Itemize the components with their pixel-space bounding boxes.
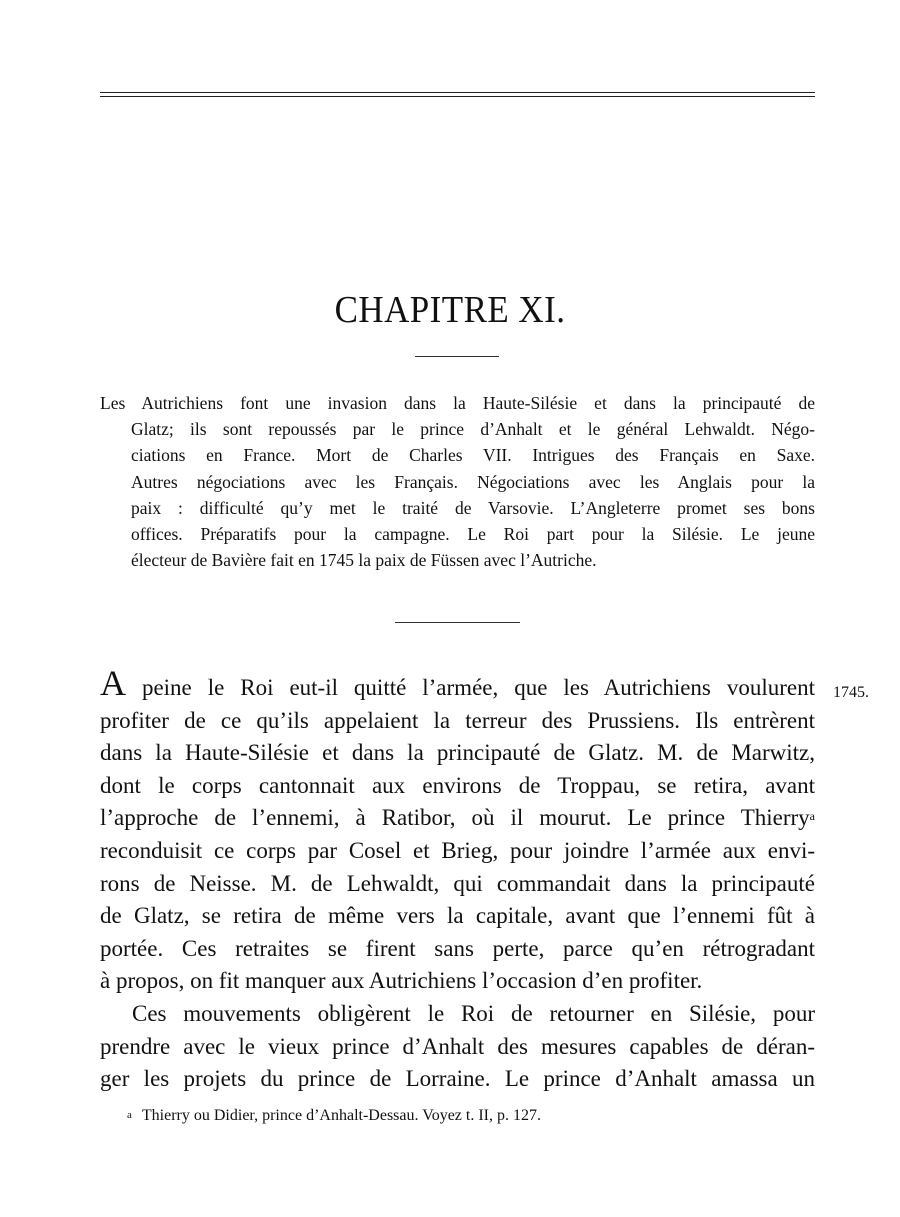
body-line: rons de Neisse. M. de Lehwaldt, qui commandait dans la principauté bbox=[100, 870, 815, 896]
body-line: Ces mouvements obligèrent le Roi de retourner en Silésie, pour bbox=[132, 1000, 815, 1026]
body-line: à propos, on fit manquer aux Autrichiens l’occasion d’en profiter. bbox=[100, 968, 703, 994]
summary-line: offices. Préparatifs pour la campagne. Le Roi part pour la Silésie. Le jeune bbox=[131, 524, 815, 545]
summary-line: électeur de Bavière fait en 1745 la paix de Füssen avec l’Autriche. bbox=[131, 550, 597, 571]
chapter-summary bbox=[100, 390, 815, 573]
top-double-rule bbox=[100, 92, 815, 97]
body-line: reconduisit ce corps par Cosel et Brieg, pour joindre l’armée aux envi- bbox=[100, 837, 815, 863]
drop-cap: A bbox=[100, 663, 126, 703]
footnote-ref[interactable]: a bbox=[809, 809, 815, 824]
summary-line: Glatz; ils sont repoussés par le prince d’Anhalt et le général Lehwaldt. Négo- bbox=[131, 419, 815, 440]
body-line: portée. Ces retraites se firent sans perte, parce qu’en rétrogradant bbox=[100, 935, 815, 961]
footnote-text: Thierry ou Didier, prince d’Anhalt-Dessau. Voyez t. II, p. 127. bbox=[141, 1107, 541, 1124]
title-divider bbox=[415, 356, 499, 357]
summary-line: Autres négociations avec les Français. Négociations avec les Anglais pour la bbox=[131, 471, 815, 492]
body-text bbox=[100, 663, 815, 1096]
summary-divider bbox=[395, 622, 520, 623]
body-line: l’approche de l’ennemi, à Ratibor, où il mourut. Le prince Thierry$^a$ bbox=[100, 805, 815, 831]
margin-year: 1745. bbox=[833, 684, 869, 701]
body-line: ger les projets du prince de Lorraine. Le prince d’Anhalt amassa un bbox=[100, 1066, 815, 1092]
body-line: dont le corps cantonnait aux environs de Troppau, se retira, avant bbox=[100, 772, 815, 798]
footnote bbox=[127, 1107, 817, 1125]
summary-line: Les Autrichiens font une invasion dans la Haute-Silésie et dans la principauté de bbox=[100, 393, 815, 413]
body-line: dans la Haute-Silésie et dans la principauté de Glatz. M. de Marwitz, bbox=[100, 740, 815, 766]
body-line: A peine le Roi eut-il quitté l’armée, que les Autrichiens voulurent bbox=[100, 663, 815, 703]
chapter-title: CHAPITRE XI. bbox=[334, 289, 566, 331]
summary-line: paix : difficulté qu’y met le traité de Varsovie. L’Angleterre promet ses bons bbox=[131, 497, 815, 518]
footnote-mark: a bbox=[127, 1109, 132, 1121]
body-line: prendre avec le vieux prince d’Anhalt des mesures capables de déran- bbox=[100, 1033, 815, 1059]
summary-line: ciations en France. Mort de Charles VII. Intrigues des Français en Saxe. bbox=[131, 445, 815, 466]
body-line: de Glatz, se retira de même vers la capitale, avant que l’ennemi fût à bbox=[100, 903, 815, 929]
body-line: profiter de ce qu’ils appelaient la terreur des Prussiens. Ils entrèrent bbox=[100, 707, 815, 733]
